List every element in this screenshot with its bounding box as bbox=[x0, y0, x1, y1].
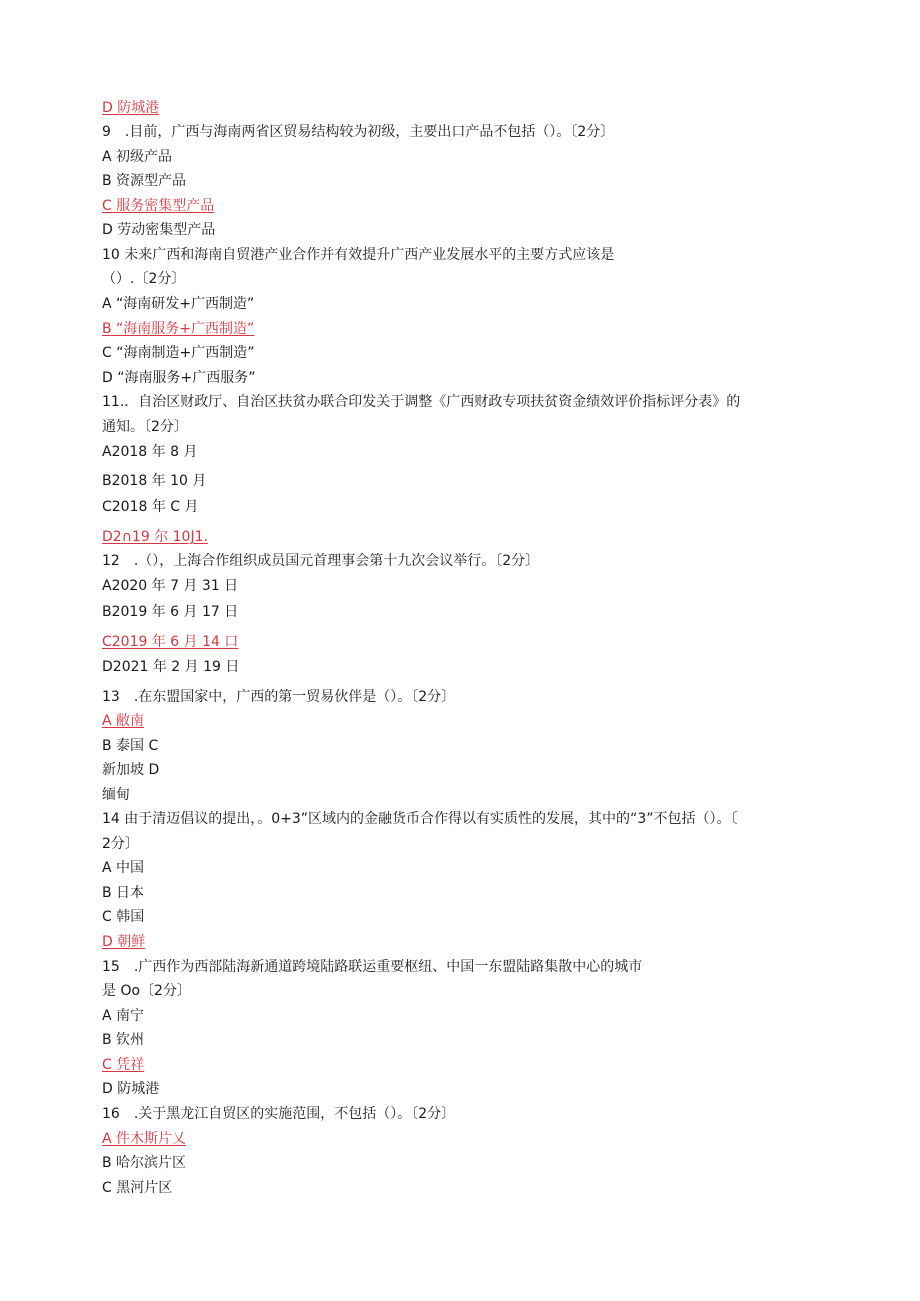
option-text: B 泰国 C bbox=[102, 738, 159, 754]
option-text: A 南宁 bbox=[102, 1008, 145, 1024]
answer-option: C 服务密集型产品 bbox=[102, 198, 215, 214]
option-text: C “海南制造+广西制造” bbox=[102, 345, 255, 361]
option-text: B 资源型产品 bbox=[102, 173, 187, 189]
question-text: 通知。〔2分〕 bbox=[102, 419, 188, 435]
option-text: B 哈尔滨片区 bbox=[102, 1155, 187, 1171]
option-text: A2020 年 7 月 31 日 bbox=[102, 578, 239, 594]
answer-option: D 防城港 bbox=[102, 100, 160, 116]
question-text: 2分〕 bbox=[102, 836, 139, 852]
answer-option: D2∩19 尔 10J1. bbox=[102, 529, 208, 545]
answer-option: C 凭祥 bbox=[102, 1057, 145, 1073]
question-text: 11.．自治区财政厅、自治区扶贫办联合印发关于调整《广西财政专项扶贫资金绩效评价指标评分表》的 bbox=[102, 394, 741, 410]
option-text: A “海南研发+广西制造” bbox=[102, 296, 255, 312]
answer-option: D 朝鲜 bbox=[102, 934, 146, 950]
option-text: 新加坡 D bbox=[102, 762, 160, 778]
question-text: 10 未来广西和海南自贸港产业合作并有效提升广西产业发展水平的主要方式应该是 bbox=[102, 247, 615, 263]
answer-option: C2019 年 6 月 14 口 bbox=[102, 634, 239, 650]
option-text: D 防城港 bbox=[102, 1081, 160, 1097]
option-text: D “海南服务+广西服务” bbox=[102, 370, 256, 386]
question-text: 16 .关于黑龙江自贸区的实施范围，不包括（）。〔2分〕 bbox=[102, 1106, 456, 1122]
option-text: B2018 年 10 月 bbox=[102, 473, 207, 489]
option-text: A 初级产品 bbox=[102, 149, 173, 165]
answer-option: B “海南服务+广西制造” bbox=[102, 321, 255, 337]
option-text: 缅甸 bbox=[102, 787, 130, 803]
option-text: C 黑河片区 bbox=[102, 1180, 173, 1196]
option-text: B 钦州 bbox=[102, 1032, 145, 1048]
question-text: 15 .广西作为西部陆海新通道跨境陆路联运重要枢纽、中国一东盟陆路集散中心的城市 bbox=[102, 959, 643, 975]
question-text: 是 Oo〔2分〕 bbox=[102, 983, 191, 999]
option-text: D2021 年 2 月 19 日 bbox=[102, 659, 240, 675]
answer-option: A 件木斯片乂 bbox=[102, 1131, 187, 1147]
option-text: C2018 年 C 月 bbox=[102, 499, 199, 515]
question-text: 13 .在东盟国家中，广西的第一贸易伙伴是（）。〔2分〕 bbox=[102, 689, 456, 705]
answer-option: A 敝南 bbox=[102, 713, 145, 729]
option-text: C 韩国 bbox=[102, 909, 145, 925]
question-text: 9 .目前，广西与海南两省区贸易结构较为初级，主要出口产品不包括（）。〔2分〕 bbox=[102, 124, 615, 140]
question-text: （）.〔2分〕 bbox=[102, 271, 186, 287]
option-text: D 劳动密集型产品 bbox=[102, 222, 216, 238]
question-text: 12 .（），上海合作组织成员国元首理事会第十九次会议举行。〔2分〕 bbox=[102, 553, 540, 569]
option-text: B 日本 bbox=[102, 885, 145, 901]
option-text: A 中国 bbox=[102, 860, 145, 876]
option-text: B2019 年 6 月 17 日 bbox=[102, 604, 239, 620]
option-text: A2018 年 8 月 bbox=[102, 444, 198, 460]
question-text: 14 由于清迈倡议的提出，。0+3”区域内的金融货币合作得以有实质性的发展，其中的“3”不包括（）。〔 bbox=[102, 811, 738, 827]
